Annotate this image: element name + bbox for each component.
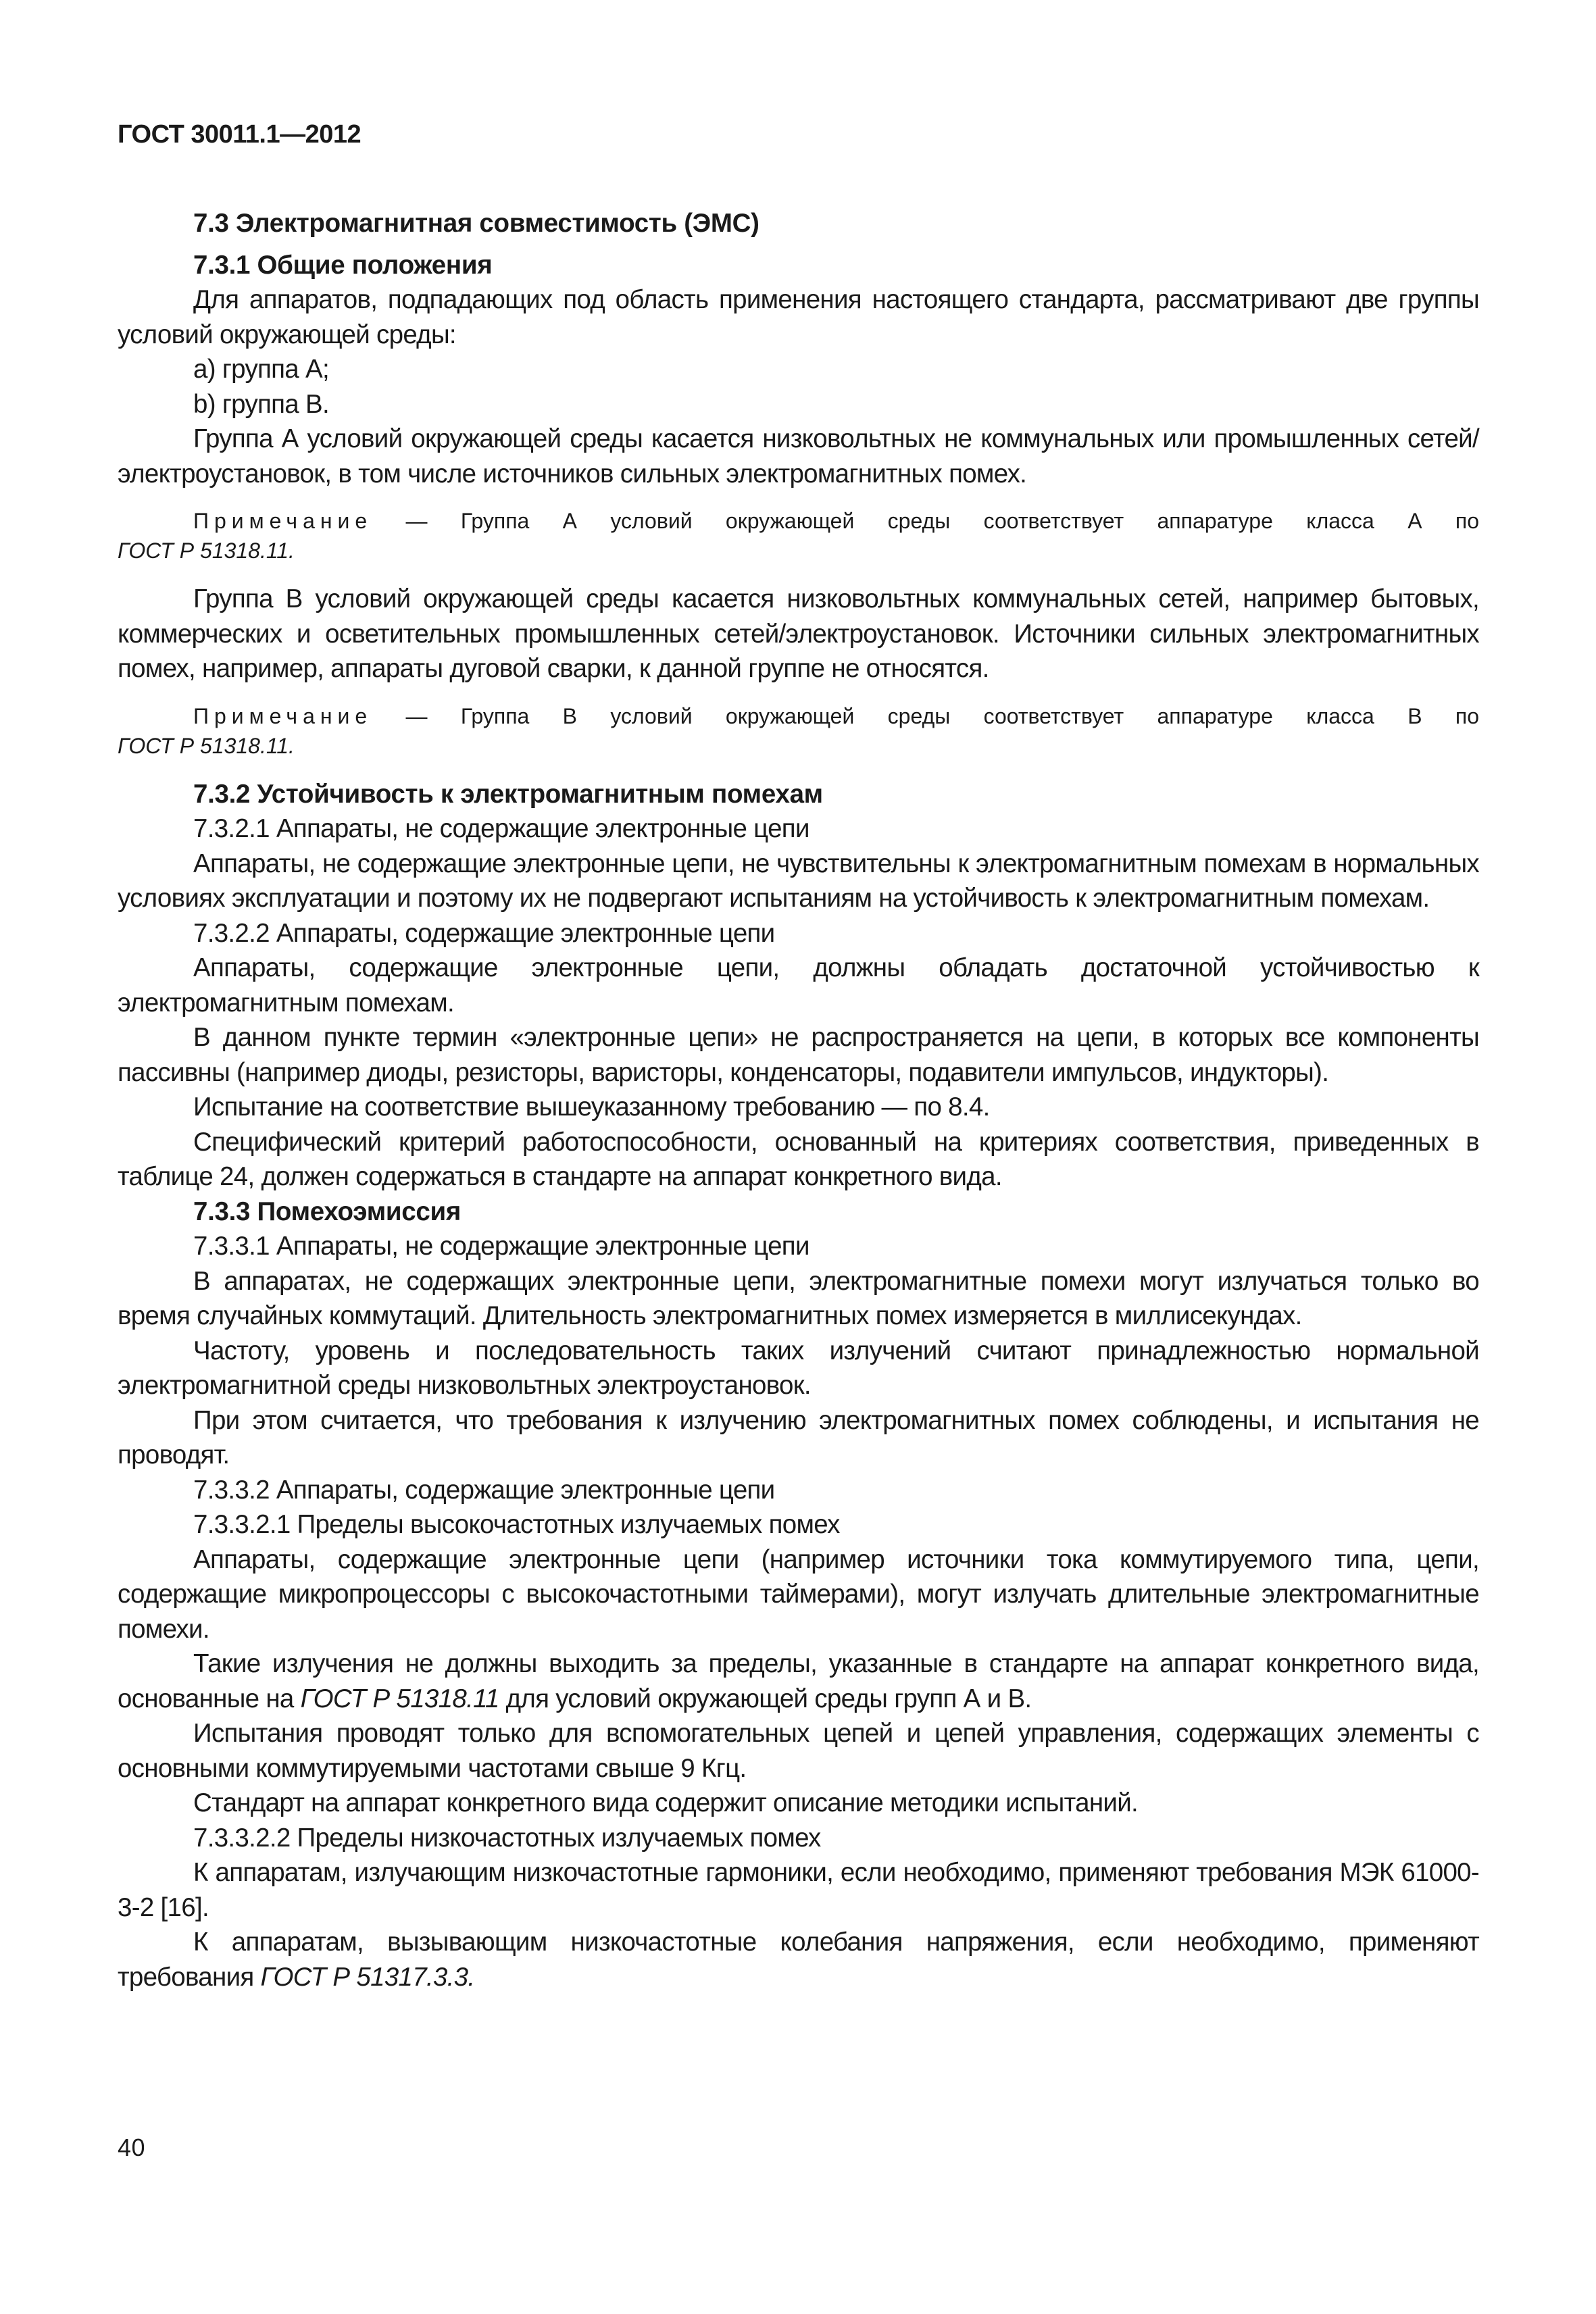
clause-heading: 7.3.3.2.1 Пределы высокочастотных излучаемых помех xyxy=(193,1510,840,1539)
paragraph: При этом считается, что требования к излучению электромагнитных помех соблюдены, и испытания не проводят. xyxy=(118,1405,1479,1469)
note xyxy=(118,701,1479,761)
standard-reference: ГОСТ Р 51317.3.3. xyxy=(260,1962,475,1992)
clause-heading: 7.3.3.1 Аппараты, не содержащие электронные цепи xyxy=(193,1232,809,1261)
paragraph: Группа В условий окружающей среды касается низковольтных коммунальных сетей, например бытовых, коммерческих и осветительных промышленных сетей/электроустановок. Источники сильных электромагнитных помех, например, аппараты дуговой сварки, к данной группе не относятся. xyxy=(118,584,1479,683)
document-body xyxy=(118,206,1479,1994)
paragraph: В данном пункте термин «электронные цепи» не распространяется на цепи, в которых все компоненты пассивны (например диоды, резисторы, варисторы, конденсаторы, подавители импульсов, индукторы). xyxy=(118,1023,1479,1087)
list-item: b) группа В. xyxy=(193,389,329,419)
document-page xyxy=(118,120,1479,1994)
paragraph: Стандарт на аппарат конкретного вида содержит описание методики испытаний. xyxy=(193,1788,1139,1817)
paragraph: Аппараты, содержащие электронные цепи (например источники тока коммутируемого типа, цепи, содержащие микропроцессоры с высокочастотными таймерами), могут излучать длительные электромагнитные помехи. xyxy=(118,1544,1479,1644)
standard-reference: ГОСТ Р 51318.11 xyxy=(300,1684,499,1713)
note-label: Примечание xyxy=(193,509,373,533)
paragraph: Группа А условий окружающей среды касается низковольтных не коммунальных или промышленных сетей/электроустановок, в том числе источников сильных электромагнитных помех. xyxy=(118,424,1479,488)
page-number: 40 xyxy=(118,2134,146,2161)
note-text: — Группа А условий окружающей среды соответствует аппаратуре класса А по xyxy=(372,509,1479,533)
clause-heading: 7.3.2.2 Аппараты, содержащие электронные цепи xyxy=(193,918,775,948)
note-text: — Группа В условий окружающей среды соответствует аппаратуре класса В по xyxy=(372,703,1479,728)
list-item: a) группа А; xyxy=(193,355,329,384)
paragraph xyxy=(118,1925,1479,1994)
paragraph-text: для условий окружающей среды групп А и В. xyxy=(499,1684,1032,1713)
paragraph: Аппараты, не содержащие электронные цепи, не чувствительны к электромагнитным помехам в нормальных условиях эксплуатации и поэтому их не подвергают испытаниям на устойчивость к электромагнитным помехам. xyxy=(118,849,1479,913)
subsection-heading: 7.3.3 Помехоэмиссия xyxy=(193,1197,462,1226)
paragraph: Частоту, уровень и последовательность таких излучений считают принадлежностью нормальной электромагнитной среды низковольтных электроустановок. xyxy=(118,1336,1479,1400)
paragraph: В аппаратах, не содержащих электронные цепи, электромагнитные помехи могут излучаться только во время случайных коммутаций. Длительность электромагнитных помех измеряется в миллисекундах. xyxy=(118,1266,1479,1330)
paragraph: К аппаратам, излучающим низкочастотные гармоники, если необходимо, применяют требования МЭК 61000-3-2 [16]. xyxy=(118,1858,1479,1922)
clause-heading: 7.3.3.2.2 Пределы низкочастотных излучаемых помех xyxy=(193,1823,821,1853)
note-label: Примечание xyxy=(193,703,373,728)
subsection-heading: 7.3.1 Общие положения xyxy=(193,250,493,280)
paragraph xyxy=(118,1646,1479,1716)
paragraph: Аппараты, содержащие электронные цепи, должны обладать достаточной устойчивостью к электромагнитным помехам. xyxy=(118,953,1479,1017)
paragraph-text: К аппаратам, вызывающим низкочастотные колебания напряжения, если необходимо, применяют требования xyxy=(118,1928,1479,1992)
note-reference: ГОСТ Р 51318.11. xyxy=(118,733,295,758)
note-reference: ГОСТ Р 51318.11. xyxy=(118,538,295,563)
clause-heading: 7.3.2.1 Аппараты, не содержащие электронные цепи xyxy=(193,814,809,843)
document-header: ГОСТ 30011.1—2012 xyxy=(118,120,361,149)
paragraph-text: Такие излучения не должны выходить за пределы, указанные в стандарте на аппарат конкретного вида, основанные на xyxy=(118,1649,1479,1713)
paragraph: Для аппаратов, подпадающих под область применения настоящего стандарта, рассматривают две группы условий окружающей среды: xyxy=(118,285,1479,349)
paragraph: Испытание на соответствие вышеуказанному требованию — по 8.4. xyxy=(193,1092,990,1122)
section-heading: 7.3 Электромагнитная совместимость (ЭМС) xyxy=(193,209,759,238)
subsection-heading: 7.3.2 Устойчивость к электромагнитным помехам xyxy=(193,779,823,809)
clause-heading: 7.3.3.2 Аппараты, содержащие электронные цепи xyxy=(193,1475,775,1505)
paragraph: Испытания проводят только для вспомогательных цепей и цепей управления, содержащих элементы с основными коммутируемыми частотами свыше 9 Кгц. xyxy=(118,1719,1479,1783)
paragraph: Специфический критерий работоспособности, основанный на критериях соответствия, приведенных в таблице 24, должен содержаться в стандарте на аппарат конкретного вида. xyxy=(118,1127,1479,1191)
note xyxy=(118,506,1479,565)
